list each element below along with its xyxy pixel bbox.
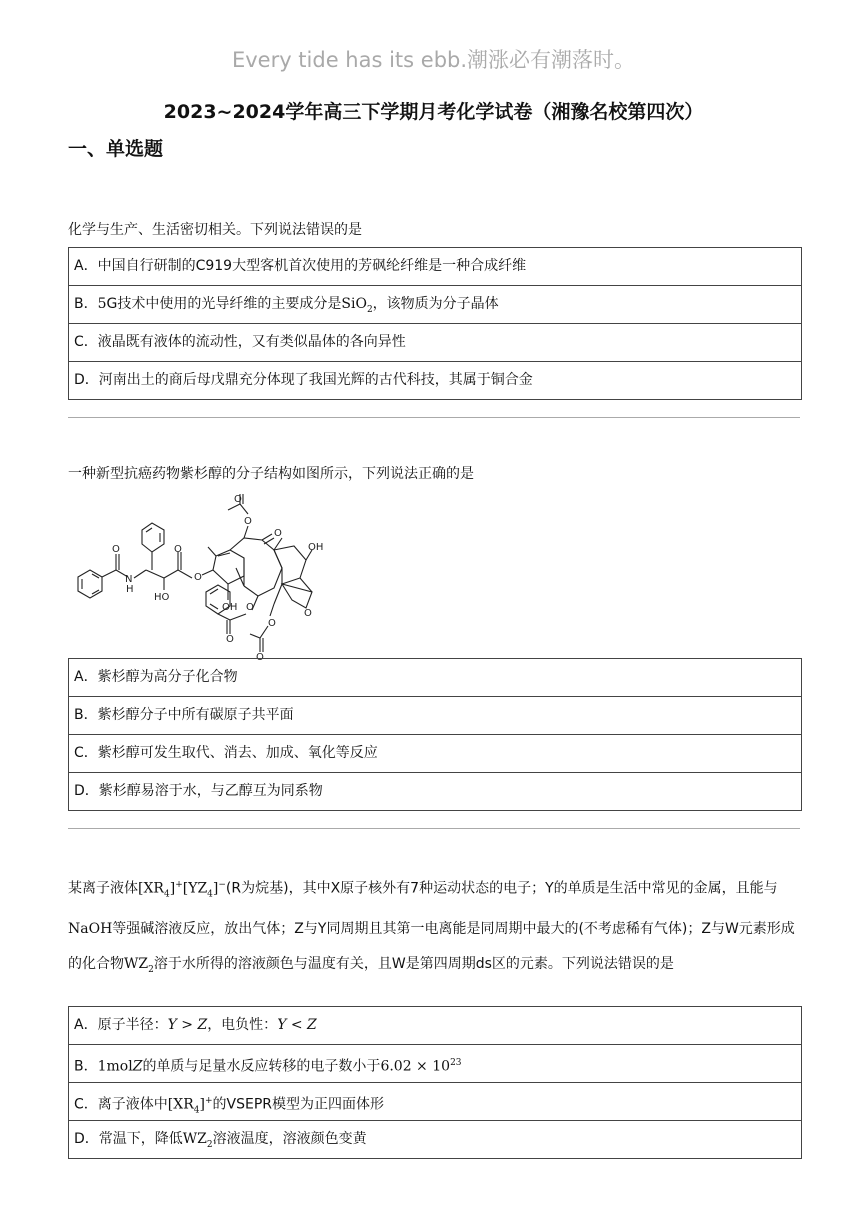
- molecule-label: OH: [308, 542, 324, 553]
- q2-option-d[interactable]: D．紫杉醇易溶于水，与乙醇互为同系物: [74, 783, 323, 799]
- q1-option-b-prefix: B．: [74, 296, 98, 312]
- paclitaxel-structure: [68, 492, 333, 660]
- q1-option-a[interactable]: A．中国自行研制的C919大型客机首次使用的芳砜纶纤维是一种合成纤维: [69, 248, 801, 286]
- q3-option-a-prefix: A．原子半径：: [74, 1017, 168, 1033]
- molecule-label: O: [246, 602, 254, 613]
- q3-option-a-text: ，电负性：: [207, 1017, 278, 1033]
- q3-option-d-text: 溶液温度，溶液颜色变黄: [212, 1131, 367, 1147]
- q1-option-c[interactable]: C．液晶既有液体的流动性，又有类似晶体的各向异性: [69, 324, 801, 362]
- molecule-label: O: [274, 528, 282, 539]
- q2-option-b[interactable]: B．紫杉醇分子中所有碳原子共平面: [69, 697, 801, 735]
- q3-option-b-number: 6.02 × 10: [380, 1058, 451, 1075]
- molecule-label: HO: [154, 592, 170, 603]
- q3-stem-text: 等强碱溶液反应，放出气体；Z与Y同周期且其第一电离能是同周期中最大的(不考虑稀有气体)；Z与W元素形成的化合物: [68, 921, 795, 973]
- question-divider: [68, 828, 800, 829]
- q3-option-a-math: Y > Z: [167, 1017, 208, 1033]
- q2-option-a[interactable]: A．紫杉醇为高分子化合物: [69, 659, 801, 697]
- q3-sup: −: [218, 880, 226, 890]
- molecule-label: O: [194, 572, 202, 583]
- q3-option-d[interactable]: [69, 1121, 801, 1158]
- molecule-label: O: [226, 634, 234, 645]
- molecule-label: N: [125, 574, 133, 585]
- q3-option-b-mol: 1mol: [97, 1058, 133, 1075]
- q1-option-d[interactable]: D．河南出土的商后母戊鼎充分体现了我国光辉的古代科技，其属于铜合金: [74, 372, 533, 388]
- question-3-stem: [68, 868, 803, 988]
- question-3-options: [68, 1006, 802, 1159]
- q3-stem-text: (R为烷基)，其中X原子核外有7种运动状态的电子；Y的单质是生活中常见的金属，且能与: [225, 880, 778, 897]
- question-1-stem: 化学与生产、生活密切相关。下列说法错误的是: [68, 222, 362, 238]
- molecule-label: O: [112, 544, 120, 555]
- q1-option-b-formula: SiO: [341, 296, 367, 312]
- section-heading: 一、单选题: [68, 138, 164, 160]
- q3-bracket: ]: [169, 880, 176, 897]
- molecule-label: O: [268, 618, 276, 629]
- q1-option-b-5: 5: [97, 296, 107, 312]
- q3-bracket: ]: [212, 880, 219, 897]
- molecule-label: O: [234, 494, 242, 505]
- molecule-label: O: [256, 652, 264, 660]
- q3-option-a-math: Y < Z: [277, 1017, 317, 1033]
- q3-formula: NaOH: [68, 921, 113, 938]
- q3-formula: [XR: [138, 880, 164, 897]
- q3-option-b[interactable]: [69, 1045, 801, 1083]
- q3-stem-text: 某离子液体: [68, 880, 138, 897]
- molecule-label: O: [304, 608, 312, 619]
- q1-option-b-suffix: ，该物质为分子晶体: [372, 296, 499, 312]
- q3-option-a[interactable]: [69, 1007, 801, 1045]
- molecule-label: O: [244, 516, 252, 527]
- q3-option-d-formula: WZ: [182, 1131, 207, 1147]
- q3-option-b-text: 的单质与足量水反应转移的电子数小于: [142, 1058, 381, 1075]
- q3-stem-text: 溶于水所得的溶液颜色与温度有关，且W是第四周期ds区的元素。下列说法错误的是: [153, 956, 674, 973]
- question-2-options: [68, 658, 802, 811]
- q3-formula: WZ: [124, 956, 149, 973]
- q3-option-c-sup: +: [204, 1096, 213, 1106]
- motto-watermark: Every tide has its ebb.潮涨必有潮落时。: [231, 48, 636, 72]
- q1-option-b[interactable]: [69, 286, 801, 324]
- q3-option-c-sub: 4: [193, 1105, 200, 1116]
- q2-option-c[interactable]: C．紫杉醇可发生取代、消去、加成、氧化等反应: [69, 735, 801, 773]
- q3-option-d-sub: 2: [206, 1139, 213, 1150]
- q3-option-c-bracket: ]: [199, 1096, 205, 1113]
- q3-sub: 2: [148, 965, 154, 976]
- q3-sup: +: [175, 880, 183, 890]
- molecule-label: OH: [222, 602, 238, 613]
- q3-sub: 4: [207, 889, 213, 900]
- q3-option-c-text: 的VSEPR模型为正四面体形: [212, 1096, 384, 1113]
- q3-option-c[interactable]: [69, 1083, 801, 1121]
- molecule-label: H: [126, 584, 134, 595]
- page-title: 2023~2024学年高三下学期月考化学试卷（湘豫名校第四次）: [163, 101, 704, 123]
- molecule-label: O: [174, 544, 182, 555]
- q1-option-b-text: G技术中使用的光导纤维的主要成分是: [106, 296, 342, 312]
- q3-option-d-prefix: D．常温下，降低: [74, 1131, 183, 1147]
- q3-option-c-formula: [XR: [167, 1096, 194, 1113]
- question-1-options: [68, 247, 802, 400]
- q3-option-b-z: Z: [132, 1058, 143, 1075]
- q3-formula: [YZ: [182, 880, 208, 897]
- q3-option-b-prefix: B．: [74, 1058, 98, 1075]
- q1-option-b-sub: 2: [366, 304, 373, 315]
- q3-option-c-prefix: C．离子液体中: [74, 1096, 168, 1113]
- question-divider: [68, 417, 800, 418]
- question-2-stem: 一种新型抗癌药物紫杉醇的分子结构如图所示，下列说法正确的是: [68, 466, 474, 482]
- q3-option-b-exponent: 23: [450, 1058, 462, 1068]
- q3-sub: 4: [163, 889, 170, 900]
